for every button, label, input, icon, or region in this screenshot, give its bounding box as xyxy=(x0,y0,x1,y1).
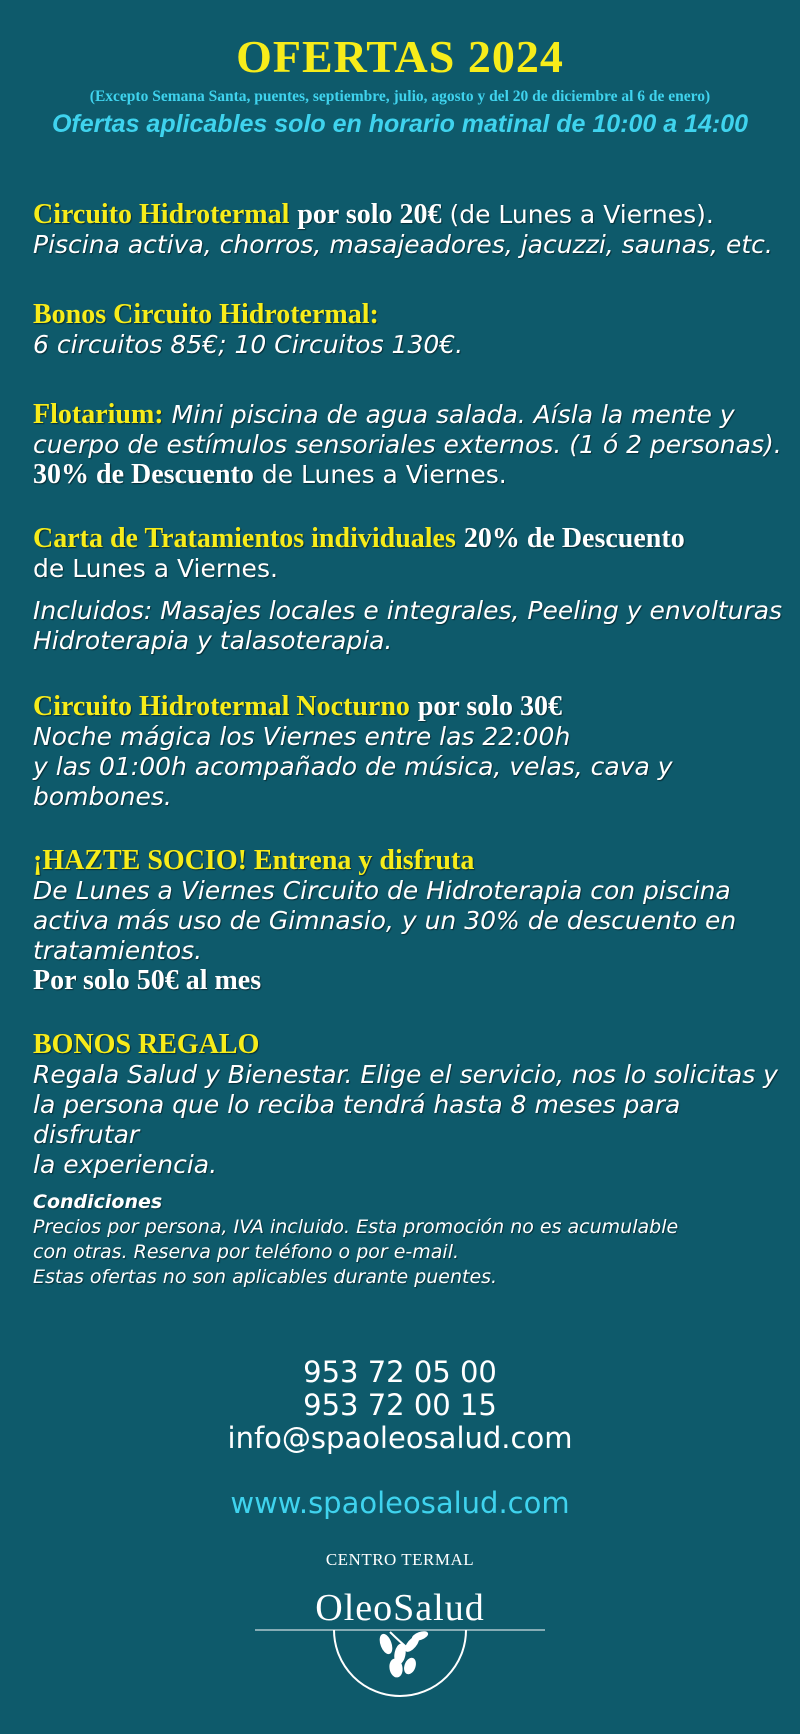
phone-2[interactable]: 953 72 00 15 xyxy=(303,1388,497,1422)
offer-socio-price: Por solo 50€ al mes xyxy=(33,965,262,996)
offer-regalo-desc2: la persona que lo reciba tendrá hasta 8 meses para disfrutar xyxy=(33,1090,681,1149)
offer-flotarium-name: Flotarium: xyxy=(33,399,164,430)
offer-tratamientos-includes xyxy=(33,596,783,656)
offer-bonos-name: Bonos Circuito Hidrotermal: xyxy=(33,299,379,330)
offer-tratamientos-incl2: Hidroterapia y talasoterapia. xyxy=(33,626,393,655)
exceptions-note: (Excepto Semana Santa, puentes, septiembre, julio, agosto y del 20 de diciembre al 6 de enero) xyxy=(89,88,711,105)
offer-nocturno xyxy=(33,692,783,812)
hours-note: Ofertas aplicables solo en horario matinal de 10:00 a 14:00 xyxy=(51,110,749,138)
conditions-line1: Precios por persona, IVA incluido. Esta promoción no es acumulable xyxy=(33,1216,679,1238)
offer-bonos xyxy=(33,300,783,360)
offer-regalo-desc1: Regala Salud y Bienestar. Elige el servicio, nos lo solicitas y xyxy=(33,1060,778,1089)
offer-nocturno-desc2: y las 01:00h acompañado de música, velas, cava y xyxy=(33,752,673,781)
page-title: OFERTAS 2024 xyxy=(236,31,564,82)
offer-socio-desc1: De Lunes a Viernes Circuito de Hidroterapia con piscina xyxy=(33,876,731,905)
logo-tagline: CENTRO TERMAL xyxy=(325,1550,475,1569)
offer-flotarium-desc1: Mini piscina de agua salada. Aísla la mente y xyxy=(171,400,735,429)
offer-flotarium-days: de Lunes a Viernes. xyxy=(261,460,507,489)
offer-nocturno-price: por solo 30€ xyxy=(417,691,563,722)
offer-socio-desc3: tratamientos. xyxy=(33,936,203,965)
conditions-line2: con otras. Reserva por teléfono o por e-mail. xyxy=(33,1241,460,1263)
website-link[interactable]: www.spaoleosalud.com xyxy=(230,1486,570,1520)
offer-nocturno-desc1: Noche mágica los Viernes entre las 22:00h xyxy=(33,722,571,751)
conditions-line3: Estas ofertas no son aplicables durante puentes. xyxy=(33,1266,498,1288)
conditions-heading: Condiciones xyxy=(33,1191,163,1213)
offer-socio-name: ¡HAZTE SOCIO! Entrena y disfruta xyxy=(33,845,475,876)
offer-tratamientos-name: Carta de Tratamientos individuales xyxy=(33,523,456,554)
offer-flotarium xyxy=(33,400,783,490)
offer-regalo xyxy=(33,1030,783,1180)
offer-tratamientos-discount: 20% de Descuento xyxy=(463,523,685,554)
conditions xyxy=(33,1190,773,1290)
offer-regalo-desc3: la experiencia. xyxy=(33,1150,218,1179)
offer-nocturno-name: Circuito Hidrotermal Nocturno xyxy=(33,691,410,722)
offer-socio-desc2: activa más uso de Gimnasio, y un 30% de descuento en xyxy=(33,906,737,935)
offer-circuito-days: (de Lunes a Viernes). xyxy=(449,200,714,229)
offer-circuito-name: Circuito Hidrotermal xyxy=(33,199,290,230)
oleosalud-logo xyxy=(240,1570,560,1734)
offer-tratamientos-incl1: Incluidos: Masajes locales e integrales, Peeling y envolturas xyxy=(33,596,783,625)
phone-1[interactable]: 953 72 05 00 xyxy=(303,1355,497,1389)
email-link[interactable]: info@spaoleosalud.com xyxy=(227,1421,573,1455)
olive-branch-icon xyxy=(378,1630,429,1678)
offer-tratamientos xyxy=(33,524,783,584)
offer-flotarium-desc2: cuerpo de estímulos sensoriales externos. (1 ó 2 personas). xyxy=(33,430,782,459)
offer-nocturno-desc3: bombones. xyxy=(33,782,172,811)
offer-socio xyxy=(33,846,783,996)
offer-circuito-price: por solo 20€ xyxy=(297,199,442,230)
logo-name: OleoSalud xyxy=(315,1587,485,1629)
offer-tratamientos-days: de Lunes a Viernes. xyxy=(33,554,278,583)
offer-flotarium-discount: 30% de Descuento xyxy=(33,459,254,490)
offer-bonos-desc: 6 circuitos 85€; 10 Circuitos 130€. xyxy=(33,330,464,359)
contact-block xyxy=(0,1356,800,1455)
offer-regalo-name: BONOS REGALO xyxy=(33,1029,260,1060)
offer-circuito-desc: Piscina activa, chorros, masajeadores, jacuzzi, saunas, etc. xyxy=(33,230,773,259)
offer-circuito xyxy=(33,200,783,260)
